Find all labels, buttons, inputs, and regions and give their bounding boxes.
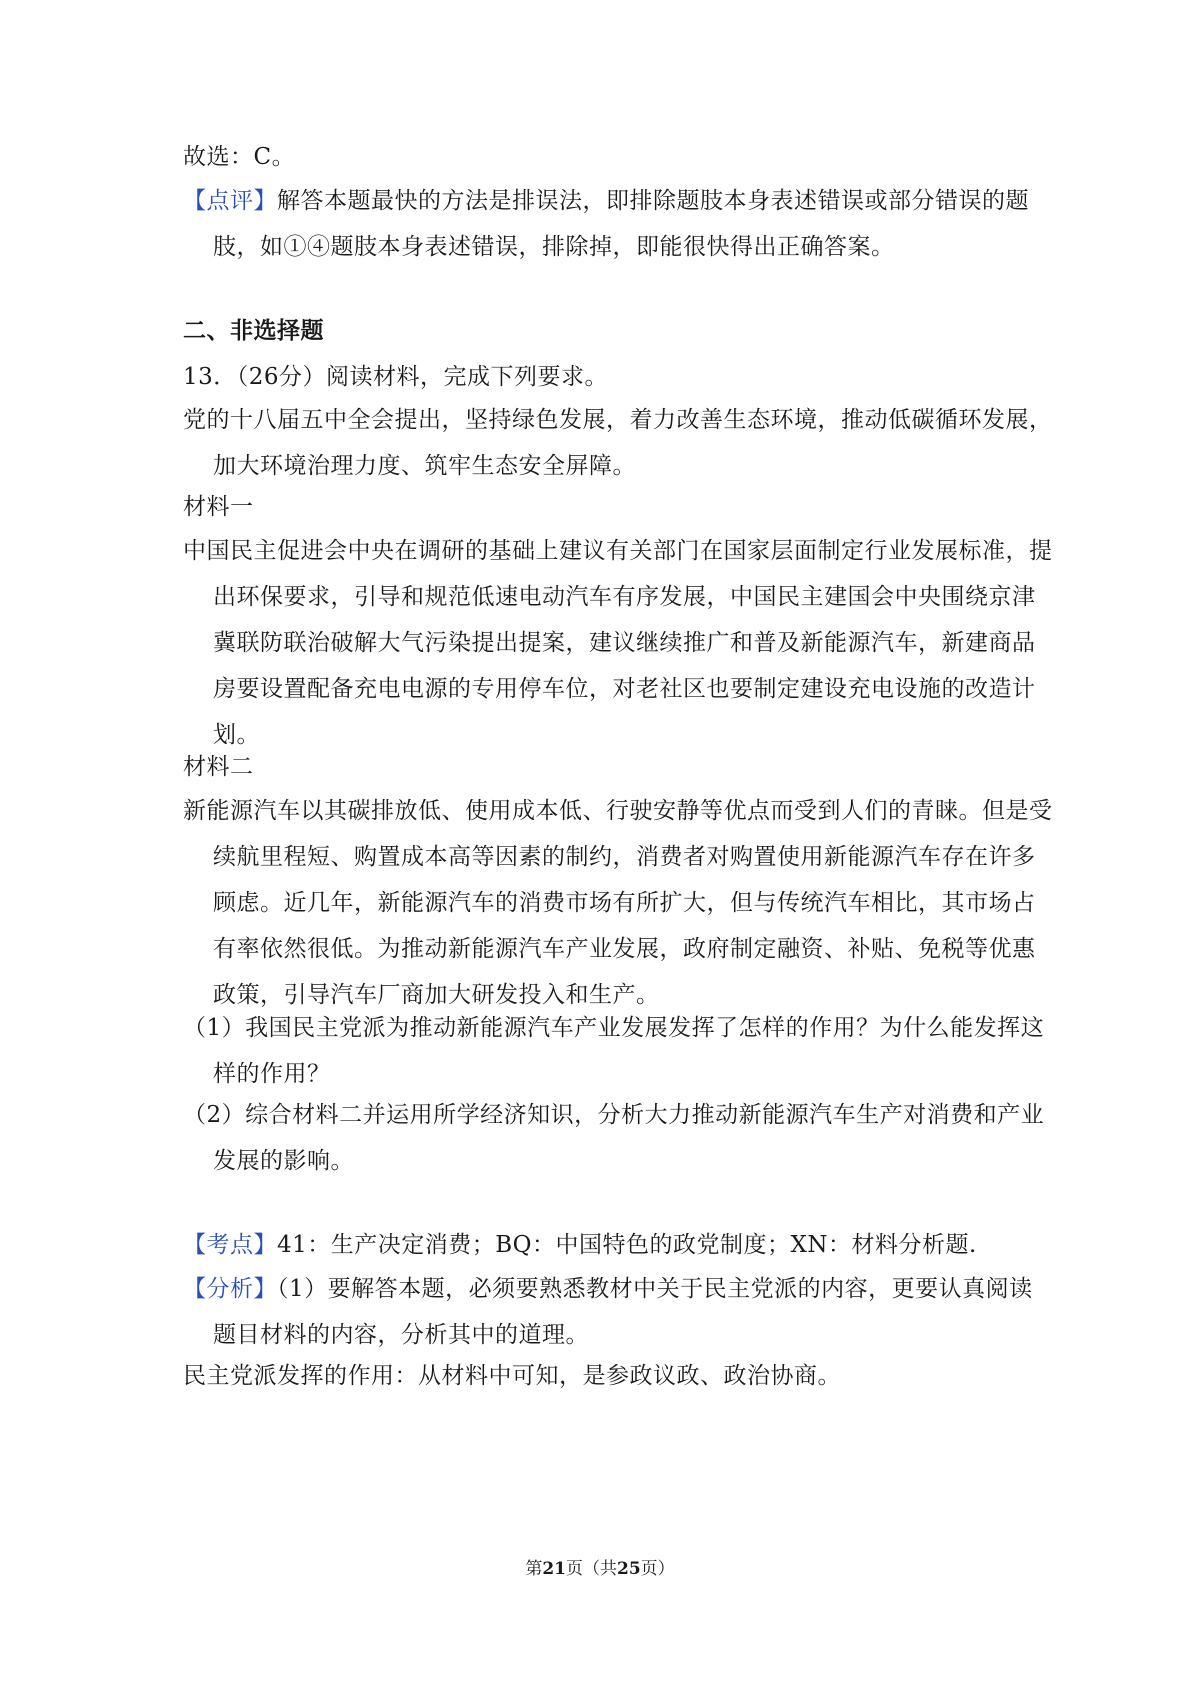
question-number-score: 13．（26分）阅读材料，完成下列要求。	[183, 364, 609, 390]
review-paragraph	[183, 178, 1053, 270]
material1-text: 中国民主促进会中央在调研的基础上建议有关部门在国家层面制定行业发展标准，提出环保要求，引导和规范低速电动汽车有序发展，中国民主建国会中央围绕京津冀联防联治破解大气污染提出提案，建议继续推广和普及新能源汽车，新建商品房要设置配备充电电源的专用停车位，对老社区也要制定建设充电设施的改造计划。	[183, 538, 1053, 748]
footer-prefix: 第	[525, 1559, 543, 1579]
analysis-text: （1）要解答本题，必须要熟悉教材中关于民主党派的内容，更要认真阅读题目材料的内容，分析其中的道理。	[213, 1276, 1033, 1348]
analysis-tag: 【分析】	[183, 1276, 277, 1302]
question-intro: 党的十八届五中全会提出，坚持绿色发展，着力改善生态环境，推动低碳循环发展，加大环境治理力度、筑牢生态安全屏障。	[183, 407, 1053, 479]
section-heading: 二、非选择题	[183, 318, 324, 344]
footer-middle: 页（共	[566, 1559, 617, 1579]
analysis-paragraph	[183, 1266, 1053, 1358]
review-tag: 【点评】	[183, 188, 277, 214]
sub-question-1: （1）我国民主党派为推动新能源汽车产业发展发挥了怎样的作用？为什么能发挥这样的作用？	[183, 1015, 1045, 1087]
material2-text: 新能源汽车以其碳排放低、使用成本低、行驶安静等优点而受到人们的青睐。但是受续航里程短、购置成本高等因素的制约，消费者对购置使用新能源汽车存在许多顾虑。近几年，新能源汽车的消费市场有所扩大，但与传统汽车相比，其市场占有率依然很低。为推动新能源汽车产业发展，政府制定融资、补贴、免税等优惠政策，引导汽车厂商加大研发投入和生产。	[183, 798, 1053, 1008]
exam-point-tag: 【考点】	[183, 1232, 277, 1258]
material1-label: 材料一	[183, 494, 254, 520]
footer-suffix: 页）	[640, 1559, 675, 1579]
exam-point-text: 41：生产决定消费；BQ：中国特色的政党制度；XN：材料分析题.	[277, 1232, 977, 1258]
footer-page-number: 21	[542, 1559, 566, 1579]
role-line: 民主党派发挥的作用：从材料中可知，是参政议政、政治协商。	[183, 1363, 841, 1389]
answer-line: 故选：C。	[183, 144, 296, 170]
page-footer	[0, 1556, 1200, 1582]
material2-label: 材料二	[183, 754, 254, 780]
exam-point-paragraph	[183, 1222, 1023, 1268]
sub-question-2: （2）综合材料二并运用所学经济知识，分析大力推动新能源汽车生产对消费和产业发展的影响。	[183, 1102, 1045, 1174]
review-text: 解答本题最快的方法是排误法，即排除题肢本身表述错误或部分错误的题肢，如①④题肢本身表述错误，排除掉，即能很快得出正确答案。	[213, 188, 1029, 260]
footer-total-pages: 25	[617, 1559, 641, 1579]
